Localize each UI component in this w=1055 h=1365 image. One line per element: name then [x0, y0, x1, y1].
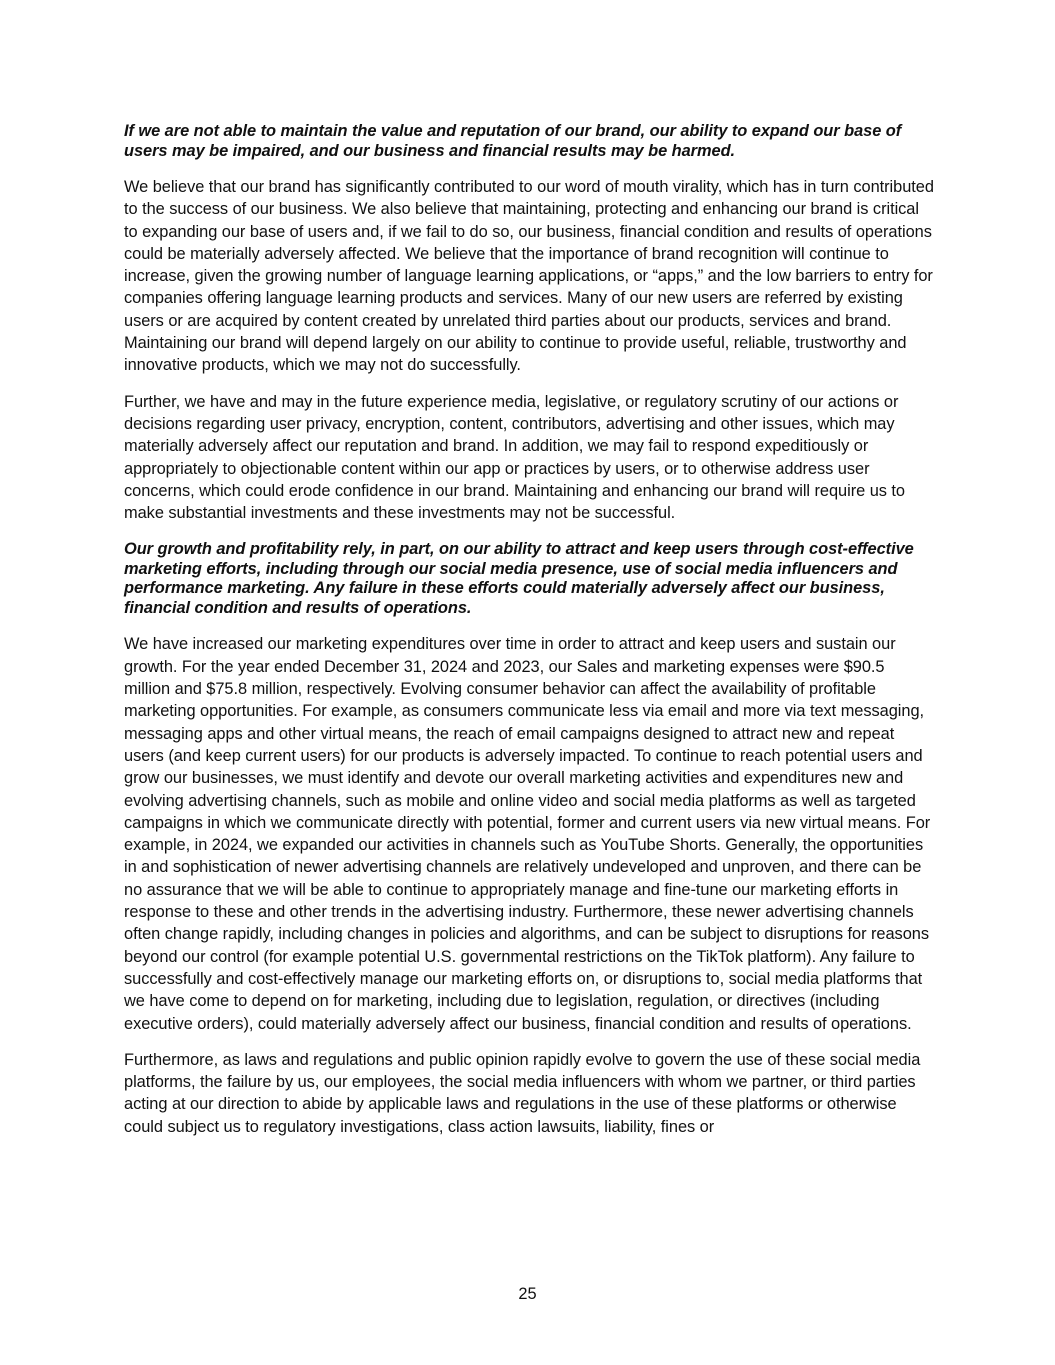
body-paragraph: Furthermore, as laws and regulations and public opinion rapidly evolve to govern the use of these social media platforms, the failure by us, our employees, the social media influencers with whom we partner, or third parties acting at our direction to abide by applicable laws and regulations in the use of these platforms or otherwise could subject us to regulatory investigations, class action lawsuits, liability, fines or — [124, 1050, 921, 1136]
risk-factor-heading: If we are not able to maintain the value and reputation of our brand, our ability to expand our base of users may be impaired, and our business and financial results may be harmed. — [124, 122, 902, 160]
page-number: 25 — [518, 1285, 537, 1303]
risk-factor-heading: Our growth and profitability rely, in part, on our ability to attract and keep users through cost-effective marketing efforts, including through our social media presence, use of social media influencers and performance marketing. Any failure in these efforts could materially adversely affect our business, financial condition and results of operations. — [124, 540, 914, 617]
body-paragraph: We believe that our brand has significantly contributed to our word of mouth virality, which has in turn contributed to the success of our business. We also believe that maintaining, protecting and enhancing our brand is critical to expanding our base of users and, if we fail to do so, our business, financial condition and results of operations could be materially adversely affected. We believe that the importance of brand recognition will continue to increase, given the growing number of language learning applications, or “apps,” and the low barriers to entry for companies offering language learning products and services. Many of our new users are referred by existing users or are acquired by content created by unrelated third parties about our products, services and brand. Maintaining our brand will depend largely on our ability to continue to provide useful, reliable, trustworthy and innovative products, which we may not do successfully. — [124, 178, 934, 375]
document-body — [124, 122, 934, 1152]
body-paragraph: We have increased our marketing expenditures over time in order to attract and keep users and sustain our growth. For the year ended December 31, 2024 and 2023, our Sales and marketing expenses were $90.5 million and $75.8 million, respectively. Evolving consumer behavior can affect the availability of profitable marketing opportunities. For example, as consumers communicate less via email and more via text messaging, messaging apps and other virtual means, the reach of email campaigns designed to attract new and repeat users (and keep current users) for our products is adversely impacted. To continue to reach potential users and grow our businesses, we must identify and devote our overall marketing activities and expenditures new and evolving advertising channels, such as mobile and online video and social media platforms as well as targeted campaigns in which we communicate directly with potential, former and current users via new virtual means. For example, in 2024, we expanded our activities in channels such as YouTube Shorts. Generally, the opportunities in and sophistication of newer advertising channels are relatively undeveloped and unproven, and there can be no assurance that we will be able to continue to appropriately manage and fine-tune our marketing efforts in response to these and other trends in the advertising industry. Furthermore, these newer advertising channels often change rapidly, including changes in policies and algorithms, and can be subject to disruptions for reasons beyond our control (for example potential U.S. governmental restrictions on the TikTok platform). Any failure to successfully and cost-effectively manage our marketing efforts on, or disruptions to, social media platforms that we have come to depend on for marketing, including due to legislation, regulation, or directives (including executive orders), could materially adversely affect our business, financial condition and results of operations. — [124, 635, 931, 1033]
body-paragraph: Further, we have and may in the future experience media, legislative, or regulatory scrutiny of our actions or decisions regarding user privacy, encryption, content, contributors, advertising and other issues, which may materially adversely affect our reputation and brand. In addition, we may fail to respond expeditiously or appropriately to objectionable content within our app or practices by users, or to otherwise address user concerns, which could erode confidence in our brand. Maintaining and enhancing our brand will require us to make substantial investments and these investments may not be successful. — [124, 392, 905, 523]
